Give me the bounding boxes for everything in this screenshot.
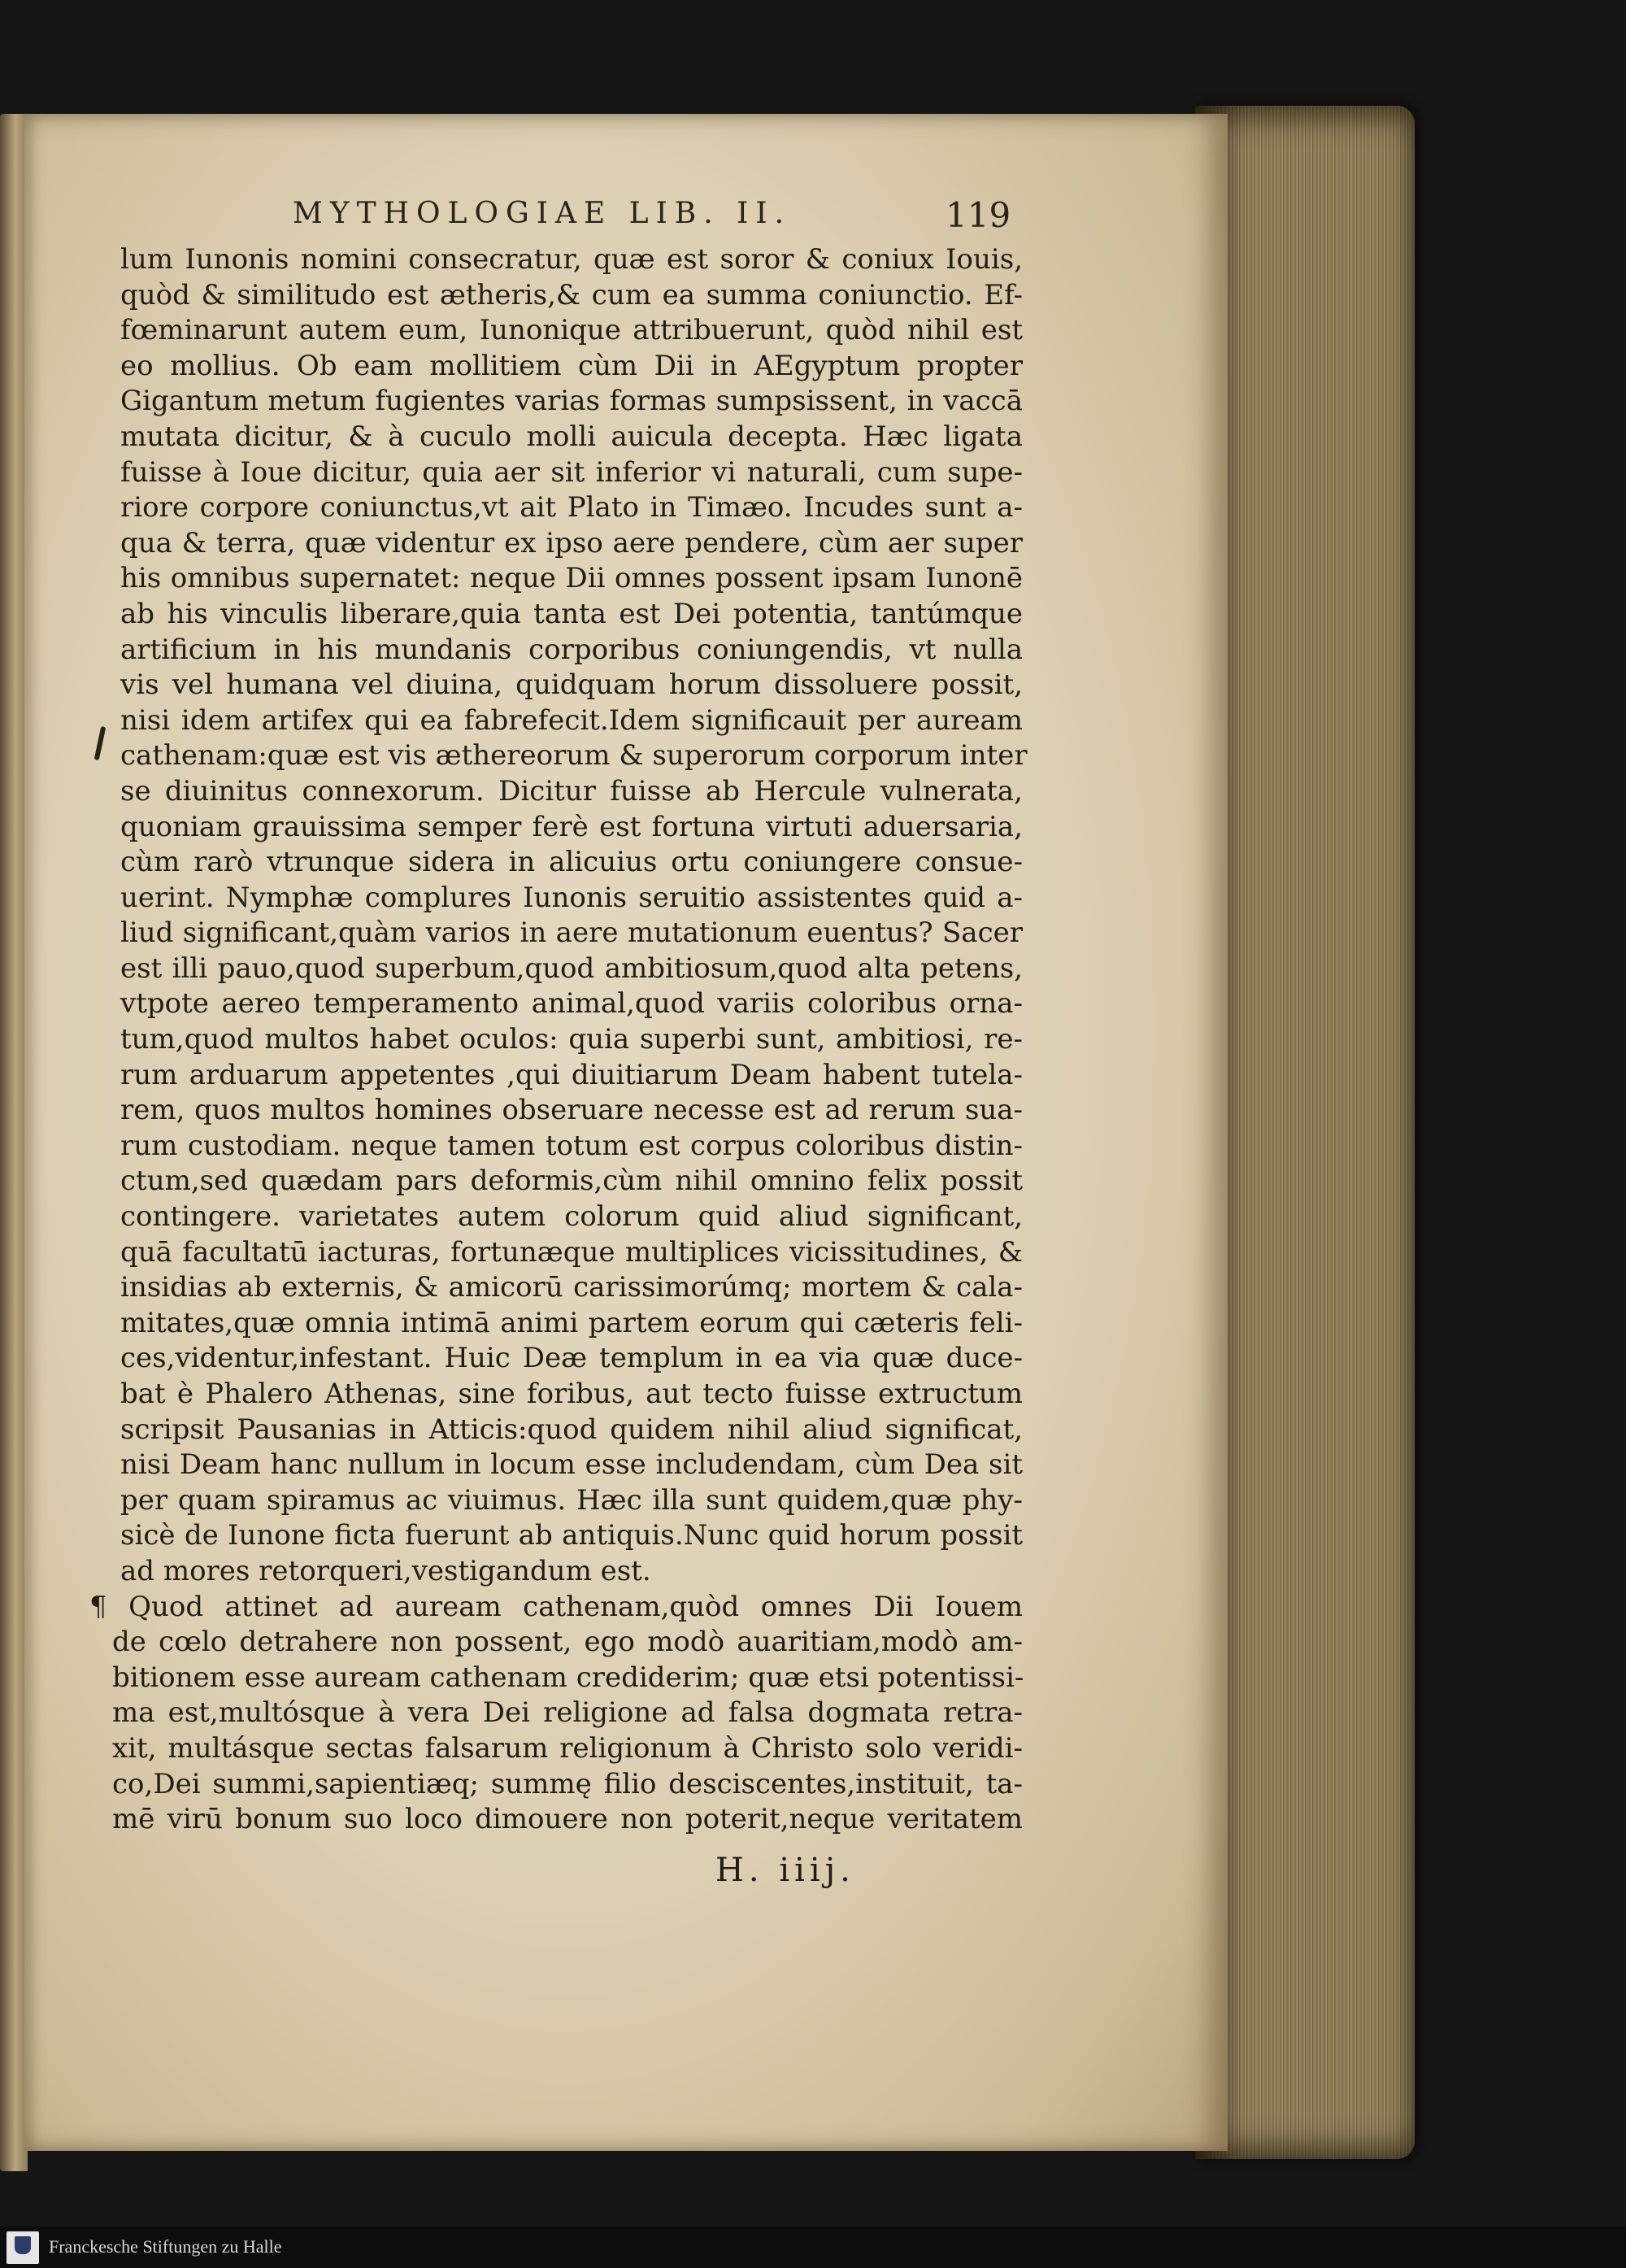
running-head: MYTHOLOGIAE LIB. II. <box>293 197 792 230</box>
text-line: tum,quod multos habet oculos: quia superbi sunt, ambitiosi, re- <box>120 1023 1023 1056</box>
text-line: artificium in his mundanis corporibus coniungendis, vt nulla <box>120 633 1023 666</box>
text-line: est illi pauo,quod superbum,quod ambitiosum,quod alta petens, <box>120 951 1023 985</box>
institution-logo-icon <box>7 2231 39 2264</box>
left-page-edge <box>0 114 28 2171</box>
text-line: rum arduarum appetentes ,qui diuitiarum Deam habent tutela- <box>120 1058 1023 1091</box>
text-line: scripsit Pausanias in Atticis:quod quidem nihil aliud significat, <box>120 1413 1023 1446</box>
text-line: quòd & similitudo est ætheris,& cum ea summa coniunctio. Ef- <box>120 278 1023 311</box>
text-line: ces,videntur,infestant. Huic Deæ templum in ea via quæ duce- <box>120 1342 1023 1375</box>
text-line: quā facultatū iacturas, fortunæque multiplices vicissitudines, & <box>120 1235 1023 1269</box>
text-line: co,Dei summi,sapientiæq; summę filio desciscentes,instituit, ta- <box>112 1767 1023 1800</box>
institution-name: Franckesche Stiftungen zu Halle <box>49 2236 282 2257</box>
footer-bar <box>0 2227 1626 2268</box>
text-line: his omnibus supernatet: neque Dii omnes possent ipsam Iunonē <box>120 562 1023 595</box>
text-line: fœminarunt autem eum, Iunonique attribuerunt, quòd nihil est <box>120 314 1023 347</box>
text-line: bitionem esse auream cathenam crediderim; quæ etsi potentissi- <box>112 1661 1024 1694</box>
text-line: xit, multásque sectas falsarum religionum à Christo solo veridi- <box>112 1731 1023 1765</box>
text-line: rum custodiam. neque tamen totum est corpus coloribus distin- <box>120 1129 1023 1162</box>
text-line: nisi Deam hanc nullum in locum esse includendam, cùm Dea sit <box>120 1448 1023 1482</box>
text-line: eo mollius. Ob eam mollitiem cùm Dii in AEgyptum propter <box>120 349 1023 382</box>
text-line: vis vel humana vel diuina, quidquam horum dissoluere possit, <box>120 668 1023 702</box>
text-line: Gigantum metum fugientes varias formas sumpsissent, in vaccā <box>120 385 1023 418</box>
text-line: rem, quos multos homines obseruare necesse est ad rerum sua- <box>120 1094 1023 1127</box>
text-line: de cœlo detrahere non possent, ego modò auaritiam,modò am- <box>112 1626 1023 1659</box>
text-line: nisi idem artifex qui ea fabrefecit.Idem significauit per auream <box>120 703 1023 737</box>
text-line: qua & terra, quæ videntur ex ipso aere pendere, cùm aer super <box>120 526 1023 559</box>
text-line: sicè de Iunone ficta fuerunt ab antiquis.Nunc quid horum possit <box>120 1519 1023 1552</box>
text-line: lum Iunonis nomini consecratur, quæ est soror & coniux Iouis, <box>120 243 1023 276</box>
body-text <box>89 242 1028 1838</box>
text-line: liud significant,quàm varios in aere mutationum euentus? Sacer <box>120 916 1023 950</box>
paragraph-2 <box>89 1590 1024 1838</box>
text-line: mē virū bonum suo loco dimouere non poterit,neque veritatem <box>112 1803 1023 1836</box>
text-line: mutata dicitur, & à cuculo molli auicula decepta. Hæc ligata <box>120 420 1023 453</box>
text-line: ¶ Quod attinet ad auream cathenam,quòd omnes Dii Iouem <box>89 1590 1023 1623</box>
text-line: ad mores retorqueri,vestigandum est. <box>120 1554 651 1587</box>
text-line: cathenam:quæ est vis æthereorum & superorum corporum inter <box>120 739 1028 773</box>
text-line: ctum,sed quædam pars deformis,cùm nihil omnino felix possit <box>120 1164 1023 1198</box>
text-line: ma est,multósque à vera Dei religione ad falsa dogmata retra- <box>112 1696 1023 1730</box>
text-line: vtpote aereo temperamento animal,quod variis coloribus orna- <box>120 987 1023 1021</box>
signature-mark: H. iiij. <box>715 1852 855 1889</box>
text-line: ab his vinculis liberare,quia tanta est Dei potentia, tantúmque <box>120 597 1023 630</box>
text-line: uerint. Nymphæ complures Iunonis seruitio assistentes quid a- <box>120 881 1023 914</box>
text-line: bat è Phalero Athenas, sine foribus, aut tecto fuisse extructum <box>120 1378 1023 1410</box>
paragraph-1 <box>120 242 1028 1590</box>
text-line: insidias ab externis, & amicorū carissimorúmq; mortem & cala- <box>120 1271 1023 1304</box>
text-line: se diuinitus connexorum. Dicitur fuisse ab Hercule vulnerata, <box>120 774 1023 808</box>
text-line: mitates,quæ omnia intimā animi partem eorum qui cæteris feli- <box>120 1306 1023 1339</box>
text-line: per quam spiramus ac viuimus. Hæc illa sunt quidem,quæ phy- <box>120 1483 1023 1517</box>
text-line: quoniam grauissima semper ferè est fortuna virtuti aduersaria, <box>120 810 1023 843</box>
text-line: fuisse à Ioue dicitur, quia aer sit inferior vi naturali, cum supe- <box>120 455 1023 489</box>
text-line: contingere. varietates autem colorum quid aliud significant, <box>120 1200 1023 1234</box>
text-line: cùm rarò vtrunque sidera in alicuius ortu coniungere consue- <box>120 846 1023 879</box>
page-number: 119 <box>946 195 1011 235</box>
text-line: riore corpore coniunctus,vt ait Plato in Timæo. Incudes sunt a- <box>120 491 1023 525</box>
